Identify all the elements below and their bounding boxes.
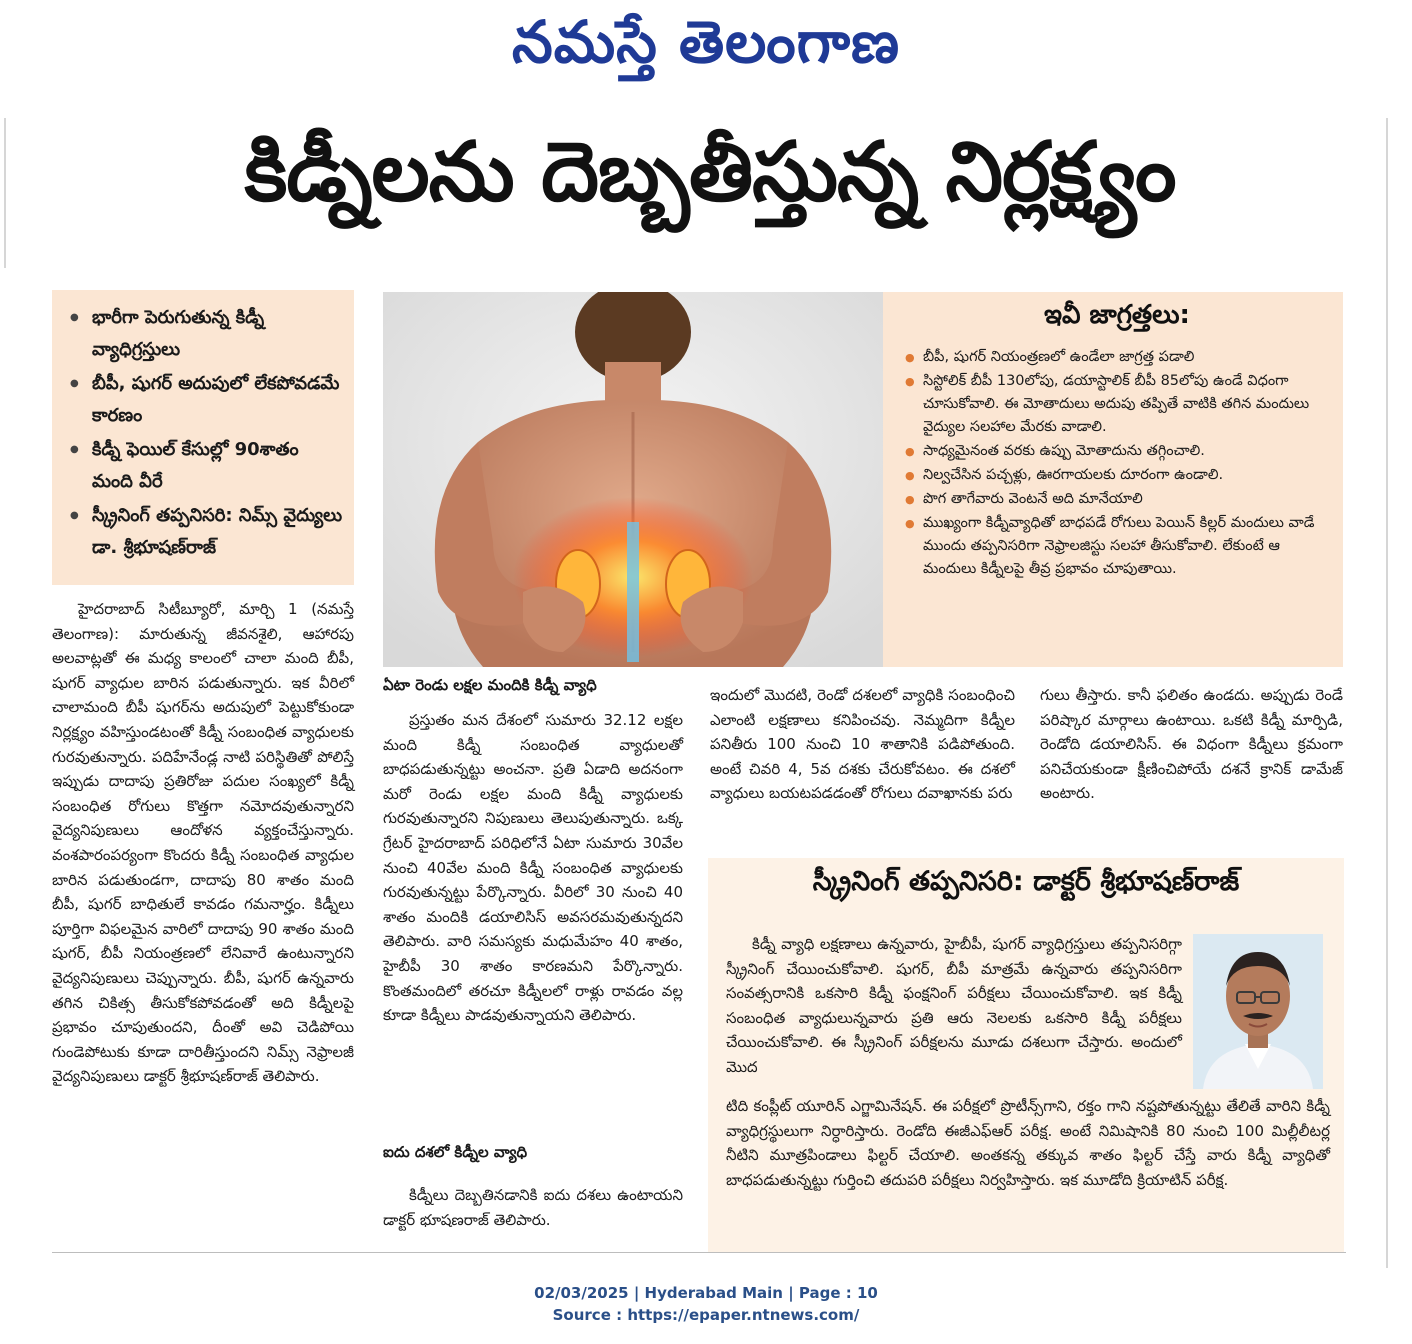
article-column-2-continued: కిడ్నీలు దెబ్బతినడానికి ఐదు దశలు ఉంటాయని డాక్టర్ భూషణరాజ్ తెలిపారు. bbox=[383, 1186, 683, 1229]
precaution-item: ● సాధ్యమైనంత వరకు ఉప్పు మోతాదును తగ్గించాలి. bbox=[905, 440, 1329, 463]
left-edge-rule bbox=[4, 118, 6, 268]
precautions-title: ఇవీ జాగ్రత్తలు: bbox=[1044, 300, 1190, 330]
precautions-box bbox=[883, 292, 1343, 667]
precaution-item: ● పొగ తాగేవారు వెంటనే అది మానేయాలి bbox=[905, 488, 1329, 511]
highlight-item: ● స్క్రీనింగ్ తప్పనిసరి: నిమ్స్ వైద్యులు డా. శ్రీభూషణ్‌రాజ్ bbox=[70, 500, 344, 564]
precaution-item: ● నిల్వచేసిన పచ్చళ్లు, ఊరగాయలకు దూరంగా ఉండాలి. bbox=[905, 464, 1329, 487]
precaution-item: ● ముఖ్యంగా కిడ్నీవ్యాధితో బాధపడే రోగులు పెయిన్ కిల్లర్ మందులు వాడే ముందు తప్పనిసరిగా నెఫ్రాలజిస్టు సలహా తీసుకోవాలి. లేకుంటే ఆ మందులు కిడ్నీలపై తీవ్ర ప్రభావం చూపుతాయి. bbox=[905, 512, 1329, 581]
back-pain-kidney-photo bbox=[383, 292, 883, 667]
highlight-item: ● కిడ్నీ ఫెయిల్ కేసుల్లో 90శాతం మంది వీరే bbox=[70, 434, 344, 498]
highlight-item: ● బీపీ, షుగర్ అదుపులో లేకపోవడమే కారణం bbox=[70, 368, 344, 432]
doctor-portrait bbox=[1193, 934, 1323, 1089]
precaution-item: ● బీపీ, షుగర్ నియంత్రణలో ఉండేలా జాగ్రత్త పడాలి bbox=[905, 346, 1329, 369]
source-link[interactable]: Source : https://epaper.ntnews.com/ bbox=[552, 1306, 860, 1324]
article-headline: కిడ్నీలను దెబ్బతీస్తున్న నిర్లక్ష్యం bbox=[244, 125, 1176, 220]
newspaper-masthead: నమస్తే తెలంగాణ bbox=[512, 8, 900, 76]
back-pain-illustration bbox=[383, 292, 883, 667]
edition-info: 02/03/2025 | Hyderabad Main | Page : 10 bbox=[534, 1284, 878, 1302]
right-edge-rule bbox=[1386, 118, 1388, 1268]
doctor-portrait-illustration bbox=[1193, 934, 1323, 1089]
subheading-two-lakh: ఏటా రెండు లక్షల మందికి కిడ్నీ వ్యాధి bbox=[383, 676, 597, 694]
article-column-3: ఇందులో మొదటి, రెండో దశలలో వ్యాధికి సంబంధించి ఎలాంటి లక్షణాలు కనిపించవు. నెమ్మదిగా కిడ్నీల పనితీరు 100 నుంచి 10 శాతానికి పడిపోతుంది. అంటే చివరి 4, 5వ దశకు చేరుకోవటం. ఈ దశలో వ్యాధులు బయటపడడంతో రోగులు దవాఖానకు పరు bbox=[710, 686, 1015, 803]
highlights-box bbox=[52, 290, 354, 585]
precaution-item: ● సిస్టోలిక్ బీపీ 130లోపు, డయాస్టాలిక్ బీపీ 85లోపు ఉండే విధంగా చూసుకోవాలి. ఈ మోతాదులు అదుపు తప్పితే వాటికి తగిన మందులు వైద్యుల సలహాల మేరకు వాడాలి. bbox=[905, 370, 1329, 439]
screening-paragraph-1: కిడ్నీ వ్యాధి లక్షణాలు ఉన్నవారు, హైబీపీ, షుగర్ వ్యాధిగ్రస్తులు తప్పనిసరిగ్గా స్క్రీనింగ్ చేయించుకోవాలి. షుగర్, బీపీ మాత్రమే ఉన్నవారు తప్పనిసరిగా సంవత్సరానికి ఒకసారి కిడ్నీ ఫంక్షనింగ్ పరీక్షలు చేయించుకోవాలి. ఇక కిడ్నీ సంబంధిత వ్యాధులున్నవారు ప్రతి ఆరు నెలలకు ఒకసారి కిడ్నీ పరీక్షలు చేయించుకోవాలి. ఈ స్క్రీనింగ్ పరీక్షలను మూడు దశలుగా చేస్తారు. అందులో మొద bbox=[726, 935, 1182, 1076]
article-column-2: ప్రస్తుతం మన దేశంలో సుమారు 32.12 లక్షల మంది కిడ్నీ సంబంధిత వ్యాధులతో బాధపడుతున్నట్టు అంచనా. ప్రతి ఏడాది అదనంగా మరో రెండు లక్షల మంది కిడ్నీ వ్యాధులకు గురవుతున్నారని నిపుణులు తెలుపుతున్నారు. ఒక్క గ్రేటర్ హైదరాబాద్ పరిధిలోనే ఏటా సుమారు 30వేల నుంచి 40వేల మంది కిడ్నీ సంబంధిత వ్యాధులకు గురవుతున్నట్టు పేర్కొన్నారు. వీరిలో 30 నుంచి 40 శాతం మందికి డయాలిసిస్ అవసరమవుతున్నదని తెలిపారు. వారి సమస్యకు మధుమేహం 40 శాతం, హైబీపీ 30 శాతం కారణమని పేర్కొన్నారు. కొంతమందిలో తరచూ కిడ్నీలలో రాళ్లు రావడం వల్ల కూడా కిడ్నీలు పాడవుతున్నాయని తెలిపారు. bbox=[383, 711, 683, 1025]
article-column-1: హైదరాబాద్ సిటీబ్యూరో, మార్చి 1 (నమస్తే తెలంగాణ): మారుతున్న జీవనశైలి, ఆహారపు అలవాట్లతో ఈ మధ్య కాలంలో చాలా మంది బీపీ, షుగర్ వ్యాధుల బారిన పడుతున్నారు. ఇక వీరిలో చాలామంది బీపీ షుగర్‌ను అదుపులో పెట్టుకోకుండా నిర్లక్ష్యం వహిస్తుండటంతో కిడ్నీ సంబంధిత వ్యాధులకు గురవుతున్నారు. పదిహేనేండ్ల నాటి పరిస్థితితో పోలిస్తే ఇప్పుడు దాదాపు ప్రతిరోజు పదుల సంఖ్యలో కిడ్నీ సంబంధిత రోగులు కొత్తగా నమోదవుతున్నారని వైద్యనిపుణులు ఆందోళన వ్యక్తంచేస్తున్నారు. వంశపారంపర్యంగా కొందరు కిడ్నీ సంబంధిత వ్యాధుల బారిన పడుతుండగా, దాదాపు 80 శాతం మంది బీపీ, షుగర్ బాధితులే కావడం గమనార్హం. కిడ్నీలు పూర్తిగా విఫలమైన వారిలో దాదాపు 90 శాతం మంది షుగర్, బీపీ నియంత్రణలో లేనివారే ఉంటున్నారని వైద్యనిపుణులు చెప్పున్నారు. బీపీ, షుగర్ ఉన్నవారు తగిన చికిత్స తీసుకోకపోవడంతో అది కిడ్నీలపై ప్రభావం చూపుతుందని, దీంతో అవి చెడిపోయి గుండెపోటుకు కూడా దారితీస్తుందని నిమ్స్ నెఫ్రాలజీ వైద్యనిపుణులు డాక్టర్ శ్రీభూషణ్‌రాజ్ తెలిపారు. bbox=[52, 600, 354, 1086]
highlight-item: ● భారీగా పెరుగుతున్న కిడ్నీ వ్యాధిగ్రస్తులు bbox=[70, 302, 344, 366]
screening-title: స్క్రీనింగ్ తప్పనిసరి: డాక్టర్ శ్రీభూషణ్‌రాజ్ bbox=[812, 866, 1240, 897]
screening-paragraph-2: టిది కంప్లీట్ యూరిన్ ఎగ్జామినేషన్. ఈ పరీక్షలో ప్రొటీన్స్‌గాని, రక్తం గాని నష్టపోతున్నట్టు తేలితే వారిని కిడ్నీ వ్యాధిగ్రస్థులుగా నిర్ధారిస్తారు. రెండోది ఈజీఎఫ్‌ఆర్ పరీక్ష. అంటే నిమిషానికి 80 నుంచి 100 మిల్లీలీటర్ల నీటిని మూత్రపిండాలు ఫిల్టర్ చేయాలి. అంతకన్న తక్కువ శాతం ఫిల్టర్ చేస్తే వారు కిడ్నీ వ్యాధితో బాధపడుతున్నట్టు గుర్తించి తదుపరి పరీక్షలు నిర్వహిస్తారు. ఇక మూడోది క్రియాటిన్ పరీక్ష. bbox=[726, 1097, 1330, 1189]
subheading-five-stages: ఐదు దశలో కిడ్నీల వ్యాధి bbox=[383, 1143, 528, 1161]
article-column-4: గులు తీస్తారు. కానీ ఫలితం ఉండదు. అప్పుడు రెండే పరిష్కార మార్గాలు ఉంటాయి. ఒకటి కిడ్నీ మార్పిడి, రెండోది డయాలిసిస్. ఈ విధంగా కిడ్నీలు క్రమంగా పనిచేయకుండా క్షీణించిపోయే దశనే క్రానిక్ డామేజ్ అంటారు. bbox=[1040, 686, 1343, 803]
bottom-rule bbox=[52, 1252, 1346, 1253]
